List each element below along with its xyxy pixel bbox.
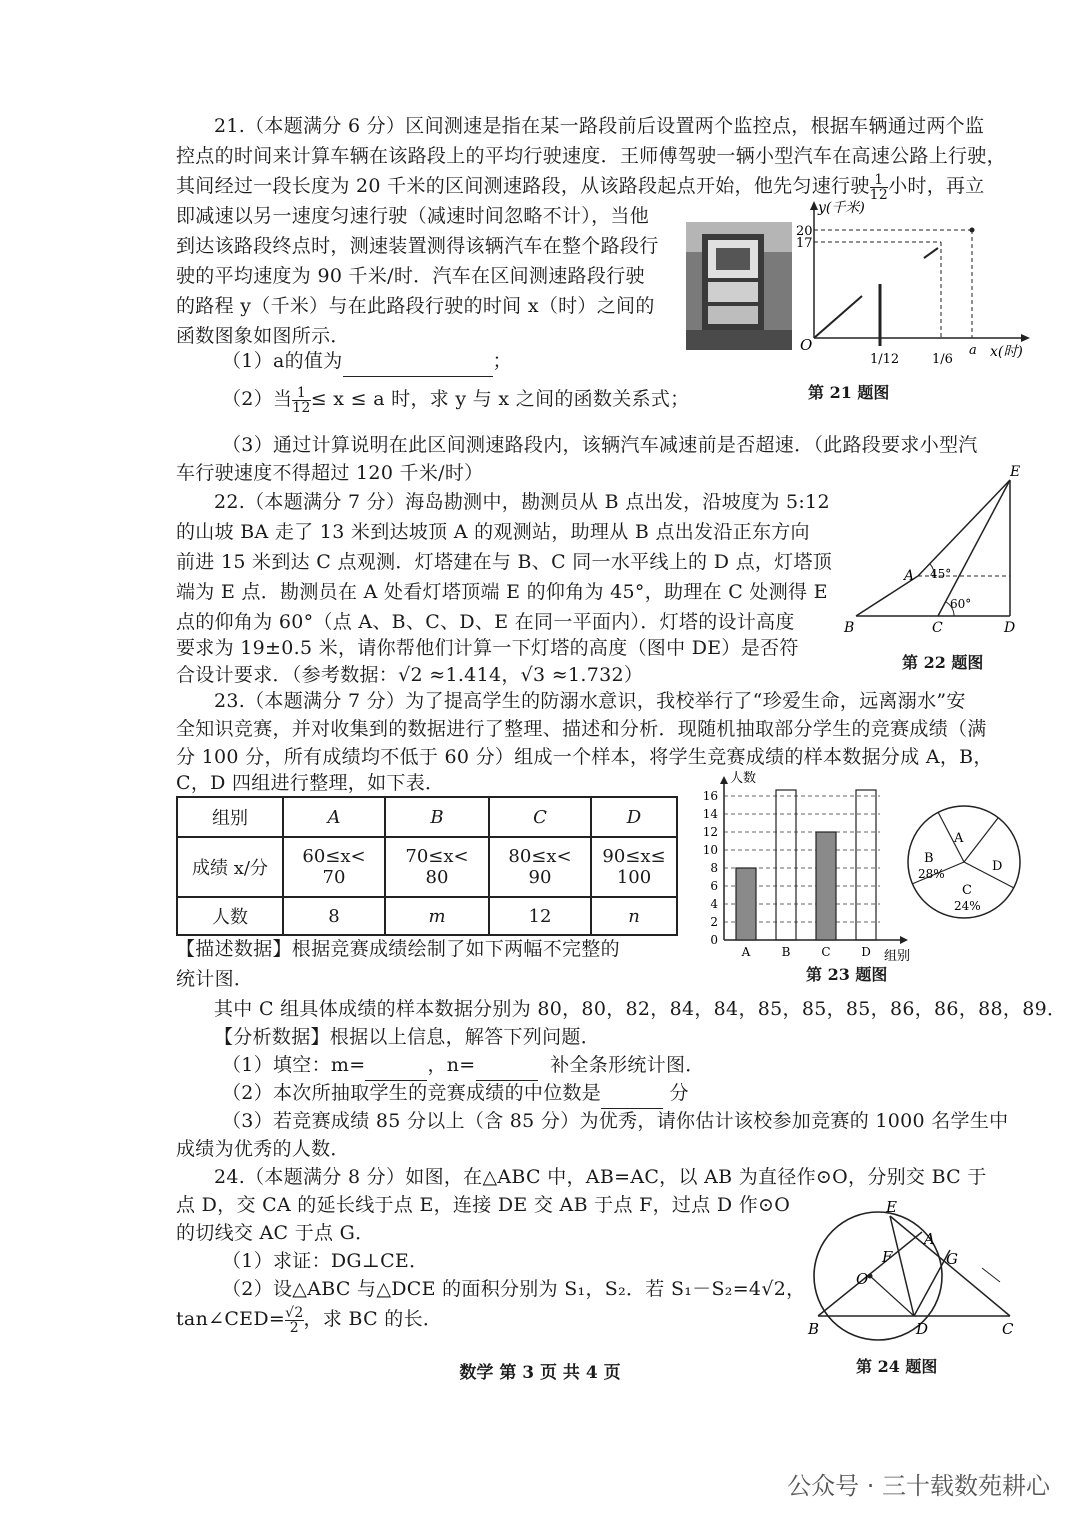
q23-blank-m bbox=[365, 1050, 427, 1081]
q21-graph-xtick-a: a bbox=[969, 343, 977, 358]
q24-label-B: B bbox=[808, 1320, 820, 1338]
bar-y-tick-label: 16 bbox=[702, 789, 718, 803]
q21-graph-xlabel: x(时) bbox=[990, 344, 1023, 360]
bar-y-tick-label: 14 bbox=[702, 807, 718, 821]
q24-caption: 第 24 题图 bbox=[856, 1357, 938, 1376]
q21-line-3-tail: 小时，再立 bbox=[888, 175, 985, 197]
q23-range-D: 90≤x≤ 100 bbox=[591, 837, 677, 897]
q23-range-A: 60≤x< 70 bbox=[283, 837, 385, 897]
bar-y-arrow bbox=[720, 776, 728, 784]
q23-group-C: C bbox=[489, 797, 591, 837]
q23-desc-a: 【描述数据】根据竞赛成绩绘制了如下两幅不完整的 bbox=[176, 938, 620, 960]
bar-category-label: C bbox=[821, 945, 831, 959]
q23-pie-label-D: D bbox=[992, 859, 1003, 874]
q24-line-3: 的切线交 AC 于点 G． bbox=[176, 1222, 375, 1244]
q23-sub2: （2）本次所抽取学生的竞赛成绩的中位数是 分 bbox=[222, 1078, 689, 1109]
bar-category-label: D bbox=[861, 945, 871, 959]
q24-sub2: （2）设△ABC 与△DCE 的面积分别为 S₁，S₂．若 S₁－S₂=4√2， bbox=[222, 1278, 806, 1300]
q24-sub1: （1）求证：DG⊥CE． bbox=[222, 1250, 429, 1272]
q23-group-A: A bbox=[283, 797, 385, 837]
q21-graph-ylabel: y(千米) bbox=[818, 200, 865, 216]
q23-blank-median bbox=[601, 1078, 663, 1109]
bar-A bbox=[736, 868, 756, 940]
q21-line-4: 即减速以另一速度匀速行驶（减速时间忽略不计），当他 bbox=[176, 205, 650, 227]
q21-frac-speed: $\frac{1}{12}$ bbox=[869, 171, 889, 203]
q22-label-A: A bbox=[904, 568, 915, 584]
bar-y-tick-label: 4 bbox=[710, 897, 718, 911]
q21-line-3-text: 其间经过一段长度为 20 千米的区间测速路段，从该路段起点开始，他先匀速行驶 bbox=[176, 175, 870, 197]
q22-label-D: D bbox=[1004, 620, 1016, 636]
q23-bar-xlabel: 组别 bbox=[884, 949, 911, 962]
bar-B-empty bbox=[776, 790, 796, 940]
q24-line-2: 点 D，交 CA 的延长线于点 E，连接 DE 交 AB 于点 F，过点 D 作⊙O bbox=[176, 1194, 791, 1216]
bar-category-label: B bbox=[781, 945, 791, 959]
q23-sub1: （1）填空：m= ，n= 补全条形统计图． bbox=[222, 1050, 705, 1081]
q23-bar-chart bbox=[686, 770, 916, 962]
q22-line-3: 前进 15 米到达 C 点观测．灯塔建在与 B、C 同一水平线上的 D 点，灯塔顶 bbox=[176, 551, 833, 573]
q22-angle-60: 60° bbox=[950, 597, 972, 611]
q23-line-1: 23.（本题满分 7 分）为了提高学生的防溺水意识，我校举行了“珍爱生命，远离溺水”安 bbox=[214, 690, 966, 712]
q23-analysis: 【分析数据】根据以上信息，解答下列问题． bbox=[214, 1026, 601, 1048]
q21-graph bbox=[796, 196, 1036, 368]
q23-line-2: 全知识竞赛，并对收集到的数据进行了整理、描述和分析．现随机抽取部分学生的竞赛成绩（满 bbox=[176, 718, 987, 740]
q22-line-1: 22.（本题满分 7 分）海岛勘测中，勘测员从 B 点出发，沿坡度为 5:12 bbox=[214, 491, 830, 513]
q24-line-1: 24.（本题满分 8 分）如图，在△ABC 中，AB=AC，以 AB 为直径作⊙O，分别交 BC 于 bbox=[214, 1166, 987, 1188]
bar-y-tick-label: 0 bbox=[710, 933, 718, 947]
q21-sub2: （2）当 $\frac{1}{12}$ ≤ x ≤ a 时，求 y 与 x 之间的函数关系式； bbox=[222, 384, 690, 416]
q22-label-C: C bbox=[932, 620, 943, 636]
q21-sub3-b: 车行驶速度不得超过 120 千米/时） bbox=[176, 462, 484, 484]
bar-y-tick-label: 8 bbox=[710, 861, 718, 875]
bar-x-arrow bbox=[900, 936, 908, 944]
q21-sub3-a: （3）通过计算说明在此区间测速路段内，该辆汽车减速前是否超速．（此路段要求小型汽 bbox=[222, 434, 978, 456]
q23-count-B: m bbox=[385, 897, 489, 935]
q21-line-8: 函数图象如图所示． bbox=[176, 325, 350, 347]
q24-label-A: A bbox=[924, 1230, 935, 1248]
q23-count-A: 8 bbox=[283, 897, 385, 935]
q24-frac: $\frac{√2}{2}$ bbox=[285, 1304, 304, 1336]
q23-count-D: n bbox=[591, 897, 677, 935]
q23-sub3-b: 成绩为优秀的人数． bbox=[176, 1138, 350, 1160]
q23-line-4: C，D 四组进行整理，如下表． bbox=[176, 772, 445, 794]
q24-sub2b: tan∠CED= $\frac{√2}{2}$ ，求 BC 的长． bbox=[176, 1304, 443, 1336]
q24-label-E: E bbox=[886, 1200, 897, 1216]
q23-blank-n bbox=[476, 1050, 538, 1081]
q22-line-5: 点的仰角为 60°（点 A、B、C、D、E 在同一平面内）．灯塔的设计高度 bbox=[176, 611, 795, 633]
q23-group-D: D bbox=[591, 797, 677, 837]
q23-count-C: 12 bbox=[489, 897, 591, 935]
bar-D-empty bbox=[856, 790, 876, 940]
q21-line-6: 驶的平均速度为 90 千米/时．汽车在区间测速路段行驶 bbox=[176, 265, 645, 287]
q23-caption: 第 23 题图 bbox=[806, 965, 888, 984]
q21-line-2: 控点的时间来计算车辆在该路段上的平均行驶速度．王师傅驾驶一辆小型汽车在高速公路上行驶， bbox=[176, 145, 1006, 167]
q23-bar-ylabel: 人数 bbox=[730, 771, 757, 786]
q21-sub1: （1）a的值为 ； bbox=[222, 346, 512, 377]
q22-label-E: E bbox=[1010, 464, 1021, 480]
q22-line-2: 的山坡 BA 走了 13 米到达坡顶 A 的观测站，助理从 B 点出发沿正东方向 bbox=[176, 521, 810, 543]
bar-y-tick-label: 6 bbox=[710, 879, 718, 893]
q24-label-F: F bbox=[882, 1248, 893, 1266]
q22-line-7: 合设计要求．（参考数据：√2 ≈1.414，√3 ≈1.732） bbox=[176, 664, 644, 686]
q21-graph-xtick-1: 1/12 bbox=[870, 352, 900, 367]
q21-line-1: 21.（本题满分 6 分）区间测速是指在某一路段前后设置两个监控点，根据车辆通过两个监 bbox=[214, 115, 985, 137]
q23-th-score: 成绩 x/分 bbox=[177, 837, 283, 897]
q24-label-O: O bbox=[856, 1270, 869, 1288]
q22-caption: 第 22 题图 bbox=[902, 653, 984, 672]
q21-line-7: 的路程 y（千米）与在此路段行驶的时间 x（时）之间的 bbox=[176, 295, 655, 317]
q22-line-4: 端为 E 点．勘测员在 A 处看灯塔顶端 E 的仰角为 45°，助理在 C 处测得 E bbox=[176, 581, 828, 603]
q23-pie-label-A: A bbox=[954, 831, 964, 846]
q21-sub2-frac: $\frac{1}{12}$ bbox=[292, 384, 311, 416]
q21-caption: 第 21 题图 bbox=[808, 383, 890, 402]
q23-pie-label-B: B bbox=[924, 851, 934, 866]
q21-graph-ytick-17: 17 bbox=[796, 236, 813, 251]
q24-label-D: D bbox=[916, 1320, 929, 1338]
q24-diagram bbox=[804, 1200, 1040, 1350]
q22-diagram bbox=[842, 462, 1042, 642]
q22-angle-45: 45° bbox=[930, 567, 952, 581]
q21-graph-xtick-2: 1/6 bbox=[932, 352, 953, 367]
q23-group-B: B bbox=[385, 797, 489, 837]
q24-label-C: C bbox=[1002, 1320, 1014, 1338]
q21-photo-speed-camera bbox=[686, 222, 792, 350]
q22-label-B: B bbox=[844, 620, 855, 636]
q23-sub3-a: （3）若竞赛成绩 85 分以上（含 85 分）为优秀，请你估计该校参加竞赛的 1000 名学生中 bbox=[222, 1110, 1009, 1132]
bar-y-tick-label: 10 bbox=[702, 843, 718, 857]
page-footer: 数学 第 3 页 共 4 页 bbox=[459, 1363, 621, 1383]
q23-pie-pct-C: 24% bbox=[954, 899, 981, 913]
bar-y-tick-label: 12 bbox=[702, 825, 718, 839]
watermark: 公众号 · 三十载数苑耕心 bbox=[787, 1472, 1050, 1500]
q23-range-B: 70≤x< 80 bbox=[385, 837, 489, 897]
q23-th-count: 人数 bbox=[177, 897, 283, 935]
q23-range-C: 80≤x< 90 bbox=[489, 837, 591, 897]
q23-pie-chart bbox=[902, 800, 1026, 924]
q21-graph-ytick-20: 20 bbox=[796, 224, 813, 239]
q23-pie-label-C: C bbox=[962, 883, 972, 898]
bar-C bbox=[816, 832, 836, 940]
q24-label-G: G bbox=[946, 1250, 958, 1268]
q23-desc-b: 统计图． bbox=[176, 968, 254, 990]
q23-line-3: 分 100 分，所有成绩均不低于 60 分）组成一个样本，将学生竞赛成绩的样本数据分成 A，B， bbox=[176, 746, 993, 768]
q23-pie-pct-B: 28% bbox=[918, 867, 945, 881]
q23-th-group: 组别 bbox=[177, 797, 283, 837]
q21-graph-origin: O bbox=[800, 336, 813, 354]
q23-table bbox=[176, 796, 678, 936]
q21-answer-blank bbox=[343, 346, 493, 377]
bar-category-label: A bbox=[741, 945, 751, 959]
q21-line-5: 到达该路段终点时，测速装置测得该辆汽车在整个路段行 bbox=[176, 235, 659, 257]
q23-c-data: 其中 C 组具体成绩的样本数据分别为 80，80，82，84，84，85，85，85，86，86，88，89． bbox=[214, 998, 1067, 1020]
bar-y-tick-label: 2 bbox=[710, 915, 718, 929]
q22-line-6: 要求为 19±0.5 米，请你帮他们计算一下灯塔的高度（图中 DE）是否符 bbox=[176, 637, 799, 659]
